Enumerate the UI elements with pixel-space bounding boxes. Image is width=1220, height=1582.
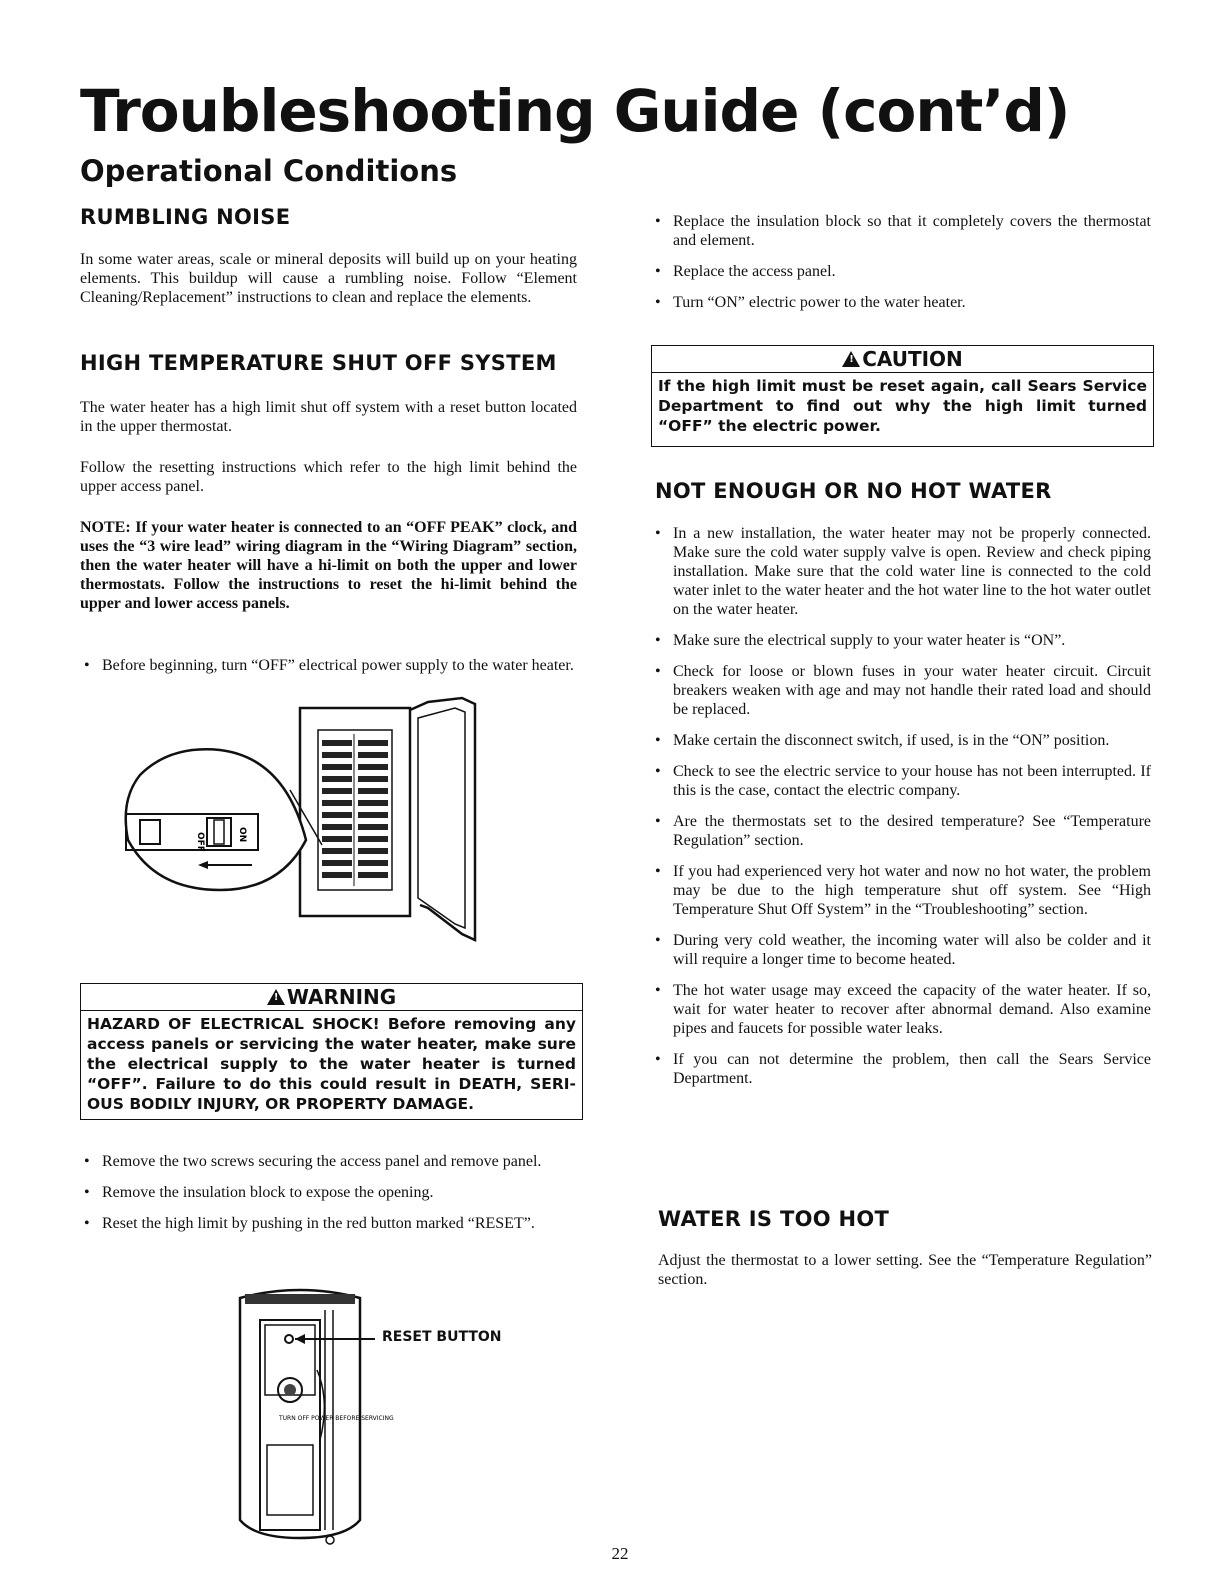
- list-item: • Remove the insulation block to expose the opening.: [80, 1183, 580, 1202]
- caution-heading-text: CAUTION: [862, 347, 963, 371]
- list-item: • If you can not determine the problem, then call the Sears Service Department.: [651, 1050, 1151, 1088]
- page-number: 22: [611, 1544, 629, 1563]
- list-item: • Make sure the electrical supply to your water heater is “ON”.: [651, 631, 1151, 650]
- warning-box: [80, 983, 583, 1120]
- list-item: • Check for loose or blown fuses in your water heater circuit. Circuit breakers weaken with age and may not handle their rated load and should be replaced.: [651, 662, 1151, 719]
- section-subtitle: Operational Conditions: [80, 154, 458, 188]
- list-item: • During very cold weather, the incoming water will also be colder and it will require a longer time to become heated.: [651, 931, 1151, 969]
- list-item: • If you had experienced very hot water and now no hot water, the problem may be due to the high temperature shut off system. See “High Temperature Shut Off System” in the “Troubleshooting” section.: [651, 862, 1151, 919]
- rumbling-heading: RUMBLING NOISE: [80, 205, 291, 229]
- too-hot-heading: WATER IS TOO HOT: [658, 1207, 890, 1231]
- warning-heading-text: WARNING: [286, 985, 397, 1009]
- high-temp-p1: The water heater has a high limit shut off system with a reset button located in the upper thermostat.: [80, 399, 577, 435]
- list-item: • In a new installation, the water heater may not be properly connected. Make sure the cold water supply valve is open. Review and check piping installation. Make sure that the cold water line is connected to the cold water inlet to the water heater and the hot water line to the hot water outlet on the water heater.: [651, 524, 1151, 619]
- reset-steps: [80, 1152, 580, 1245]
- caution-text: If the high limit must be reset again, call Sears Service Department to find out why the high limit turned “OFF” the electric power.: [658, 377, 1147, 435]
- warning-text: HAZARD OF ELECTRICAL SHOCK! Before removing any access panels or servicing the water heater, make sure the electrical supply to the water heater is turned “OFF”. Failure to do this could result in DEATH, SERI-OUS BODILY INJURY, OR PROPERTY DAMAGE.: [87, 1015, 576, 1113]
- breaker-off-label: OFF: [195, 832, 205, 852]
- list-item: • Replace the access panel.: [651, 262, 1151, 281]
- before-steps: [80, 656, 577, 687]
- too-hot-text: Adjust the thermostat to a lower setting. See the “Temperature Regulation” section.: [658, 1252, 1152, 1288]
- not-enough-heading: NOT ENOUGH OR NO HOT WATER: [655, 479, 1052, 503]
- thermostat-label: TURN OFF POWER BEFORE SERVICING: [279, 1415, 394, 1422]
- not-enough-list: [651, 524, 1151, 1100]
- caution-heading: [652, 346, 1153, 373]
- high-temp-p2: Follow the resetting instructions which refer to the high limit behind the upper access panel.: [80, 459, 577, 495]
- list-item: • Make certain the disconnect switch, if used, is in the “ON” position.: [651, 731, 1151, 750]
- list-item: • The hot water usage may exceed the capacity of the water heater. If so, wait for water heater to recover after abnormal demand. Also examine pipes and faucets for possible water leaks.: [651, 981, 1151, 1038]
- thermostat-illustration: [225, 1280, 394, 1550]
- warning-heading: [81, 984, 582, 1011]
- page-title: Troubleshooting Guide (cont’d): [80, 77, 1070, 145]
- breaker-panel-illustration: [110, 690, 490, 950]
- list-item: • Replace the insulation block so that it completely covers the thermostat and element.: [651, 212, 1151, 250]
- rumbling-text: In some water areas, scale or mineral deposits will build up on your heating elements. This buildup will cause a rumbling noise. Follow “Element Cleaning/Replacement” instructions to clean and replace the elements.: [80, 251, 577, 306]
- reset-button-label: RESET BUTTON: [382, 1329, 502, 1345]
- caution-triangle-icon: [842, 351, 860, 367]
- replace-steps: [651, 212, 1151, 324]
- high-temp-heading: HIGH TEMPERATURE SHUT OFF SYSTEM: [80, 351, 557, 375]
- list-item: • Check to see the electric service to your house has not been interrupted. If this is the case, contact the electric company.: [651, 762, 1151, 800]
- list-item: • Remove the two screws securing the access panel and remove panel.: [80, 1152, 580, 1171]
- list-item: • Are the thermostats set to the desired temperature? See “Temperature Regulation” section.: [651, 812, 1151, 850]
- breaker-on-label: ON: [237, 827, 247, 843]
- off-peak-note: NOTE: If your water heater is connected to an “OFF PEAK” clock, and uses the “3 wire lead” wiring diagram in the “Wiring Diagram” section, then the water heater will have a hi-limit on both the upper and lower thermostats. Follow the instructions to reset the hi-limit behind the upper and lower access panels.: [80, 519, 577, 612]
- list-item: • Reset the high limit by pushing in the red button marked “RESET”.: [80, 1214, 580, 1233]
- warning-triangle-icon: [267, 989, 285, 1005]
- caution-box: [651, 345, 1154, 447]
- list-item: • Turn “ON” electric power to the water heater.: [651, 293, 1151, 312]
- list-item: • Before beginning, turn “OFF” electrical power supply to the water heater.: [80, 656, 577, 675]
